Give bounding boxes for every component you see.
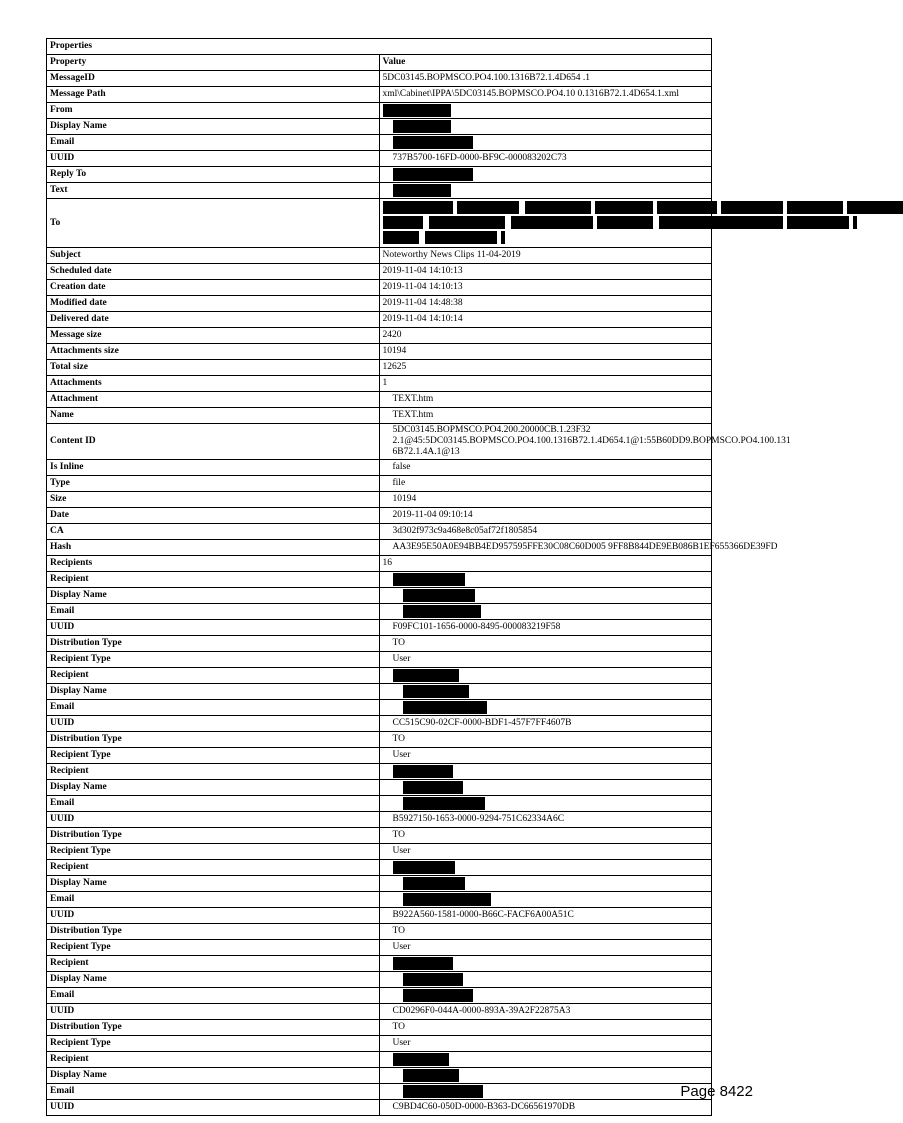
property-value: 2019-11-04 14:10:13 bbox=[379, 280, 712, 296]
property-value bbox=[379, 956, 712, 972]
property-name: Distribution Type bbox=[47, 924, 380, 940]
property-value bbox=[379, 167, 712, 183]
property-name: Size bbox=[47, 492, 380, 508]
property-value: 2019-11-04 14:10:14 bbox=[379, 312, 712, 328]
property-name: CA bbox=[47, 524, 380, 540]
property-name: Message Path bbox=[47, 87, 380, 103]
redaction-block bbox=[393, 669, 459, 682]
property-name: Email bbox=[47, 135, 380, 151]
property-name: Distribution Type bbox=[47, 1020, 380, 1036]
property-name: UUID bbox=[47, 620, 380, 636]
property-value: false bbox=[379, 460, 712, 476]
property-value: TO bbox=[379, 1020, 712, 1036]
table-row bbox=[47, 280, 712, 296]
property-name: UUID bbox=[47, 151, 380, 167]
redaction-block bbox=[525, 201, 591, 214]
property-value bbox=[379, 103, 712, 119]
table-row bbox=[47, 620, 712, 636]
table-row bbox=[47, 588, 712, 604]
table-row bbox=[47, 476, 712, 492]
table-row bbox=[47, 1020, 712, 1036]
table-row bbox=[47, 924, 712, 940]
redaction-block bbox=[787, 216, 849, 229]
table-row bbox=[47, 892, 712, 908]
table-row bbox=[47, 748, 712, 764]
redaction-block bbox=[393, 765, 453, 778]
property-value: User bbox=[379, 652, 712, 668]
property-value bbox=[379, 780, 712, 796]
property-value: TEXT.htm bbox=[379, 408, 712, 424]
property-value: 3d302f973c9a468e8c05af72f1805854 bbox=[379, 524, 712, 540]
property-name: MessageID bbox=[47, 71, 380, 87]
redaction-block bbox=[597, 216, 653, 229]
table-row bbox=[47, 732, 712, 748]
redaction-block bbox=[403, 893, 491, 906]
property-value bbox=[379, 572, 712, 588]
property-name: Recipient bbox=[47, 764, 380, 780]
table-row bbox=[47, 956, 712, 972]
header-value: Value bbox=[379, 55, 712, 71]
property-value: TEXT.htm bbox=[379, 392, 712, 408]
redaction-block bbox=[393, 120, 451, 133]
redaction-block bbox=[403, 877, 465, 890]
property-name: Name bbox=[47, 408, 380, 424]
property-name: Email bbox=[47, 796, 380, 812]
property-value: User bbox=[379, 1036, 712, 1052]
redaction-block bbox=[393, 861, 455, 874]
property-name: Display Name bbox=[47, 588, 380, 604]
property-name: Recipient bbox=[47, 1052, 380, 1068]
redaction-block bbox=[723, 216, 783, 229]
property-name: Display Name bbox=[47, 876, 380, 892]
redaction-block bbox=[383, 231, 419, 244]
table-row bbox=[47, 1004, 712, 1020]
table-row bbox=[47, 460, 712, 476]
property-value: 5DC03145.BOPMSCO.PO4.100.1316B72.1.4D654 .1 bbox=[379, 71, 712, 87]
property-value: 737B5700-16FD-0000-BF9C-000083202C73 bbox=[379, 151, 712, 167]
table-row bbox=[47, 764, 712, 780]
property-value: 2019-11-04 14:48:38 bbox=[379, 296, 712, 312]
redaction-block bbox=[847, 201, 903, 214]
table-row bbox=[47, 604, 712, 620]
table-row bbox=[47, 860, 712, 876]
redaction-block bbox=[383, 201, 453, 214]
property-value: 10194 bbox=[379, 344, 712, 360]
property-name: Modified date bbox=[47, 296, 380, 312]
table-row bbox=[47, 684, 712, 700]
redaction-block bbox=[425, 231, 497, 244]
redaction-block bbox=[429, 216, 505, 229]
table-row bbox=[47, 572, 712, 588]
table-row bbox=[47, 71, 712, 87]
property-name: Recipient Type bbox=[47, 652, 380, 668]
table-row bbox=[47, 296, 712, 312]
property-value bbox=[379, 668, 712, 684]
property-value bbox=[379, 764, 712, 780]
table-row bbox=[47, 135, 712, 151]
property-name: Total size bbox=[47, 360, 380, 376]
property-name: Date bbox=[47, 508, 380, 524]
property-value: B922A560-1581-0000-B66C-FACF6A00A51C bbox=[379, 908, 712, 924]
redaction-block bbox=[403, 701, 487, 714]
table-row bbox=[47, 1084, 712, 1100]
property-name: Recipient bbox=[47, 668, 380, 684]
redaction-block bbox=[511, 216, 593, 229]
redaction-block bbox=[393, 136, 473, 149]
redaction-block bbox=[403, 1069, 459, 1082]
property-name: Delivered date bbox=[47, 312, 380, 328]
table-row bbox=[47, 524, 712, 540]
property-name: Attachments size bbox=[47, 344, 380, 360]
property-value bbox=[379, 1068, 712, 1084]
property-value: CD0296F0-044A-0000-893A-39A2F22875A3 bbox=[379, 1004, 712, 1020]
property-name: UUID bbox=[47, 1100, 380, 1116]
redaction-block bbox=[787, 201, 843, 214]
property-value bbox=[379, 972, 712, 988]
property-value: B5927150-1653-0000-9294-751C62334A6C bbox=[379, 812, 712, 828]
table-row bbox=[47, 636, 712, 652]
property-value bbox=[379, 199, 712, 248]
redaction-block bbox=[403, 589, 475, 602]
table-row bbox=[47, 988, 712, 1004]
property-name: Recipient bbox=[47, 860, 380, 876]
property-value bbox=[379, 588, 712, 604]
table-row bbox=[47, 908, 712, 924]
property-value bbox=[379, 876, 712, 892]
property-name: Email bbox=[47, 892, 380, 908]
redaction-block bbox=[403, 685, 469, 698]
property-value: 2019-11-04 09:10:14 bbox=[379, 508, 712, 524]
table-row bbox=[47, 1052, 712, 1068]
property-name: Email bbox=[47, 604, 380, 620]
table-header-row bbox=[47, 55, 712, 71]
property-name: Hash bbox=[47, 540, 380, 556]
property-name: Distribution Type bbox=[47, 636, 380, 652]
property-value bbox=[379, 1084, 712, 1100]
redaction-block bbox=[403, 973, 463, 986]
table-row bbox=[47, 119, 712, 135]
property-value: AA3E95E50A0E94BB4ED957595FFE30C08C60D005 9FF8B844DE9EB086B1EF655366DE39FD bbox=[379, 540, 712, 556]
table-row bbox=[47, 780, 712, 796]
table-row bbox=[47, 1036, 712, 1052]
property-name: Type bbox=[47, 476, 380, 492]
property-value bbox=[379, 604, 712, 620]
property-value: 10194 bbox=[379, 492, 712, 508]
property-name: UUID bbox=[47, 716, 380, 732]
to-recipients-redacted bbox=[383, 201, 709, 245]
property-name: Reply To bbox=[47, 167, 380, 183]
property-value: file bbox=[379, 476, 712, 492]
table-row bbox=[47, 103, 712, 119]
table-row bbox=[47, 1100, 712, 1116]
property-name: Recipient Type bbox=[47, 748, 380, 764]
table-row bbox=[47, 556, 712, 572]
property-name: Display Name bbox=[47, 972, 380, 988]
table-row bbox=[47, 492, 712, 508]
table-row bbox=[47, 151, 712, 167]
property-value bbox=[379, 796, 712, 812]
property-value bbox=[379, 860, 712, 876]
property-value: 2420 bbox=[379, 328, 712, 344]
property-name: Email bbox=[47, 700, 380, 716]
redaction-block bbox=[659, 216, 723, 229]
redaction-block bbox=[393, 168, 473, 181]
property-name: Attachment bbox=[47, 392, 380, 408]
redaction-block bbox=[403, 797, 485, 810]
property-value: TO bbox=[379, 636, 712, 652]
property-name: Recipients bbox=[47, 556, 380, 572]
table-row bbox=[47, 183, 712, 199]
property-value: TO bbox=[379, 828, 712, 844]
table-row bbox=[47, 312, 712, 328]
property-name: Distribution Type bbox=[47, 828, 380, 844]
property-value: TO bbox=[379, 732, 712, 748]
property-name: Text bbox=[47, 183, 380, 199]
property-name: Recipient bbox=[47, 956, 380, 972]
property-name: From bbox=[47, 103, 380, 119]
property-value bbox=[379, 892, 712, 908]
property-name: Subject bbox=[47, 248, 380, 264]
property-name: Recipient Type bbox=[47, 1036, 380, 1052]
table-row bbox=[47, 716, 712, 732]
redaction-block bbox=[853, 216, 857, 229]
table-row bbox=[47, 668, 712, 684]
property-value: User bbox=[379, 940, 712, 956]
property-value: TO bbox=[379, 924, 712, 940]
property-value: CC515C90-02CF-0000-BDF1-457F7FF4607B bbox=[379, 716, 712, 732]
table-row bbox=[47, 812, 712, 828]
property-value: F09FC101-1656-0000-8495-000083219F58 bbox=[379, 620, 712, 636]
table-row bbox=[47, 376, 712, 392]
property-name: Message size bbox=[47, 328, 380, 344]
property-name: Creation date bbox=[47, 280, 380, 296]
property-name: UUID bbox=[47, 812, 380, 828]
property-name: Email bbox=[47, 988, 380, 1004]
table-row bbox=[47, 328, 712, 344]
table-row bbox=[47, 1068, 712, 1084]
property-value bbox=[379, 988, 712, 1004]
table-title-row bbox=[47, 39, 712, 55]
table-row bbox=[47, 796, 712, 812]
property-value: xml\Cabinet\IPPA\5DC03145.BOPMSCO.PO4.10 0.1316B72.1.4D654.1.xml bbox=[379, 87, 712, 103]
redaction-block bbox=[403, 989, 473, 1002]
redaction-block bbox=[403, 781, 463, 794]
redaction-block bbox=[457, 201, 519, 214]
table-row bbox=[47, 248, 712, 264]
property-name: Recipient Type bbox=[47, 844, 380, 860]
table-row bbox=[47, 700, 712, 716]
property-value: 1 bbox=[379, 376, 712, 392]
table-row bbox=[47, 972, 712, 988]
property-value: 5DC03145.BOPMSCO.PO4.200.20000CB.1.23F32 2.1@45:5DC03145.BOPMSCO.PO4.100.1316B72.1.4D654.1@1:55B60DD9.BOPMSCO.PO4.100.131 6B72.1.4A.1@13 bbox=[379, 424, 712, 460]
table-row bbox=[47, 876, 712, 892]
table-row bbox=[47, 844, 712, 860]
property-value: 12625 bbox=[379, 360, 712, 376]
property-name: Is Inline bbox=[47, 460, 380, 476]
table-row bbox=[47, 408, 712, 424]
property-name: UUID bbox=[47, 908, 380, 924]
redaction-block bbox=[403, 1085, 483, 1098]
property-name: Display Name bbox=[47, 1068, 380, 1084]
property-value bbox=[379, 135, 712, 151]
redaction-block bbox=[393, 573, 465, 586]
property-name: Attachments bbox=[47, 376, 380, 392]
property-name: Distribution Type bbox=[47, 732, 380, 748]
property-value bbox=[379, 119, 712, 135]
property-value: C9BD4C60-050D-0000-B363-DC66561970DB bbox=[379, 1100, 712, 1116]
table-title: Properties bbox=[47, 39, 712, 55]
property-name: Content ID bbox=[47, 424, 380, 460]
property-name: Recipient bbox=[47, 572, 380, 588]
table-row bbox=[47, 652, 712, 668]
property-name: Display Name bbox=[47, 780, 380, 796]
property-value bbox=[379, 684, 712, 700]
property-value: User bbox=[379, 748, 712, 764]
table-row bbox=[47, 392, 712, 408]
property-name: Display Name bbox=[47, 119, 380, 135]
property-name: Display Name bbox=[47, 684, 380, 700]
table-row bbox=[47, 264, 712, 280]
table-row bbox=[47, 508, 712, 524]
property-name: Email bbox=[47, 1084, 380, 1100]
property-name: Recipient Type bbox=[47, 940, 380, 956]
property-name: To bbox=[47, 199, 380, 248]
table-row bbox=[47, 344, 712, 360]
redaction-block bbox=[393, 184, 451, 197]
property-value: 16 bbox=[379, 556, 712, 572]
property-value bbox=[379, 183, 712, 199]
property-value bbox=[379, 1052, 712, 1068]
table-row bbox=[47, 167, 712, 183]
property-value: Noteworthy News Clips 11-04-2019 bbox=[379, 248, 712, 264]
redaction-block bbox=[383, 216, 423, 229]
page-number: Page 8422 bbox=[680, 1083, 753, 1100]
redaction-block bbox=[657, 201, 717, 214]
table-row bbox=[47, 424, 712, 460]
redaction-block bbox=[721, 201, 783, 214]
header-property: Property bbox=[47, 55, 380, 71]
table-row bbox=[47, 540, 712, 556]
property-name: Scheduled date bbox=[47, 264, 380, 280]
table-row bbox=[47, 828, 712, 844]
table-row bbox=[47, 940, 712, 956]
redaction-block bbox=[403, 605, 481, 618]
redaction-block bbox=[595, 201, 653, 214]
property-value: User bbox=[379, 844, 712, 860]
redaction-block bbox=[393, 1053, 449, 1066]
table-row bbox=[47, 360, 712, 376]
redaction-block bbox=[383, 104, 451, 117]
redaction-block bbox=[501, 231, 505, 244]
property-name: UUID bbox=[47, 1004, 380, 1020]
property-value: 2019-11-04 14:10:13 bbox=[379, 264, 712, 280]
redaction-block bbox=[393, 957, 453, 970]
property-value bbox=[379, 700, 712, 716]
table-row bbox=[47, 87, 712, 103]
table-row bbox=[47, 199, 712, 248]
